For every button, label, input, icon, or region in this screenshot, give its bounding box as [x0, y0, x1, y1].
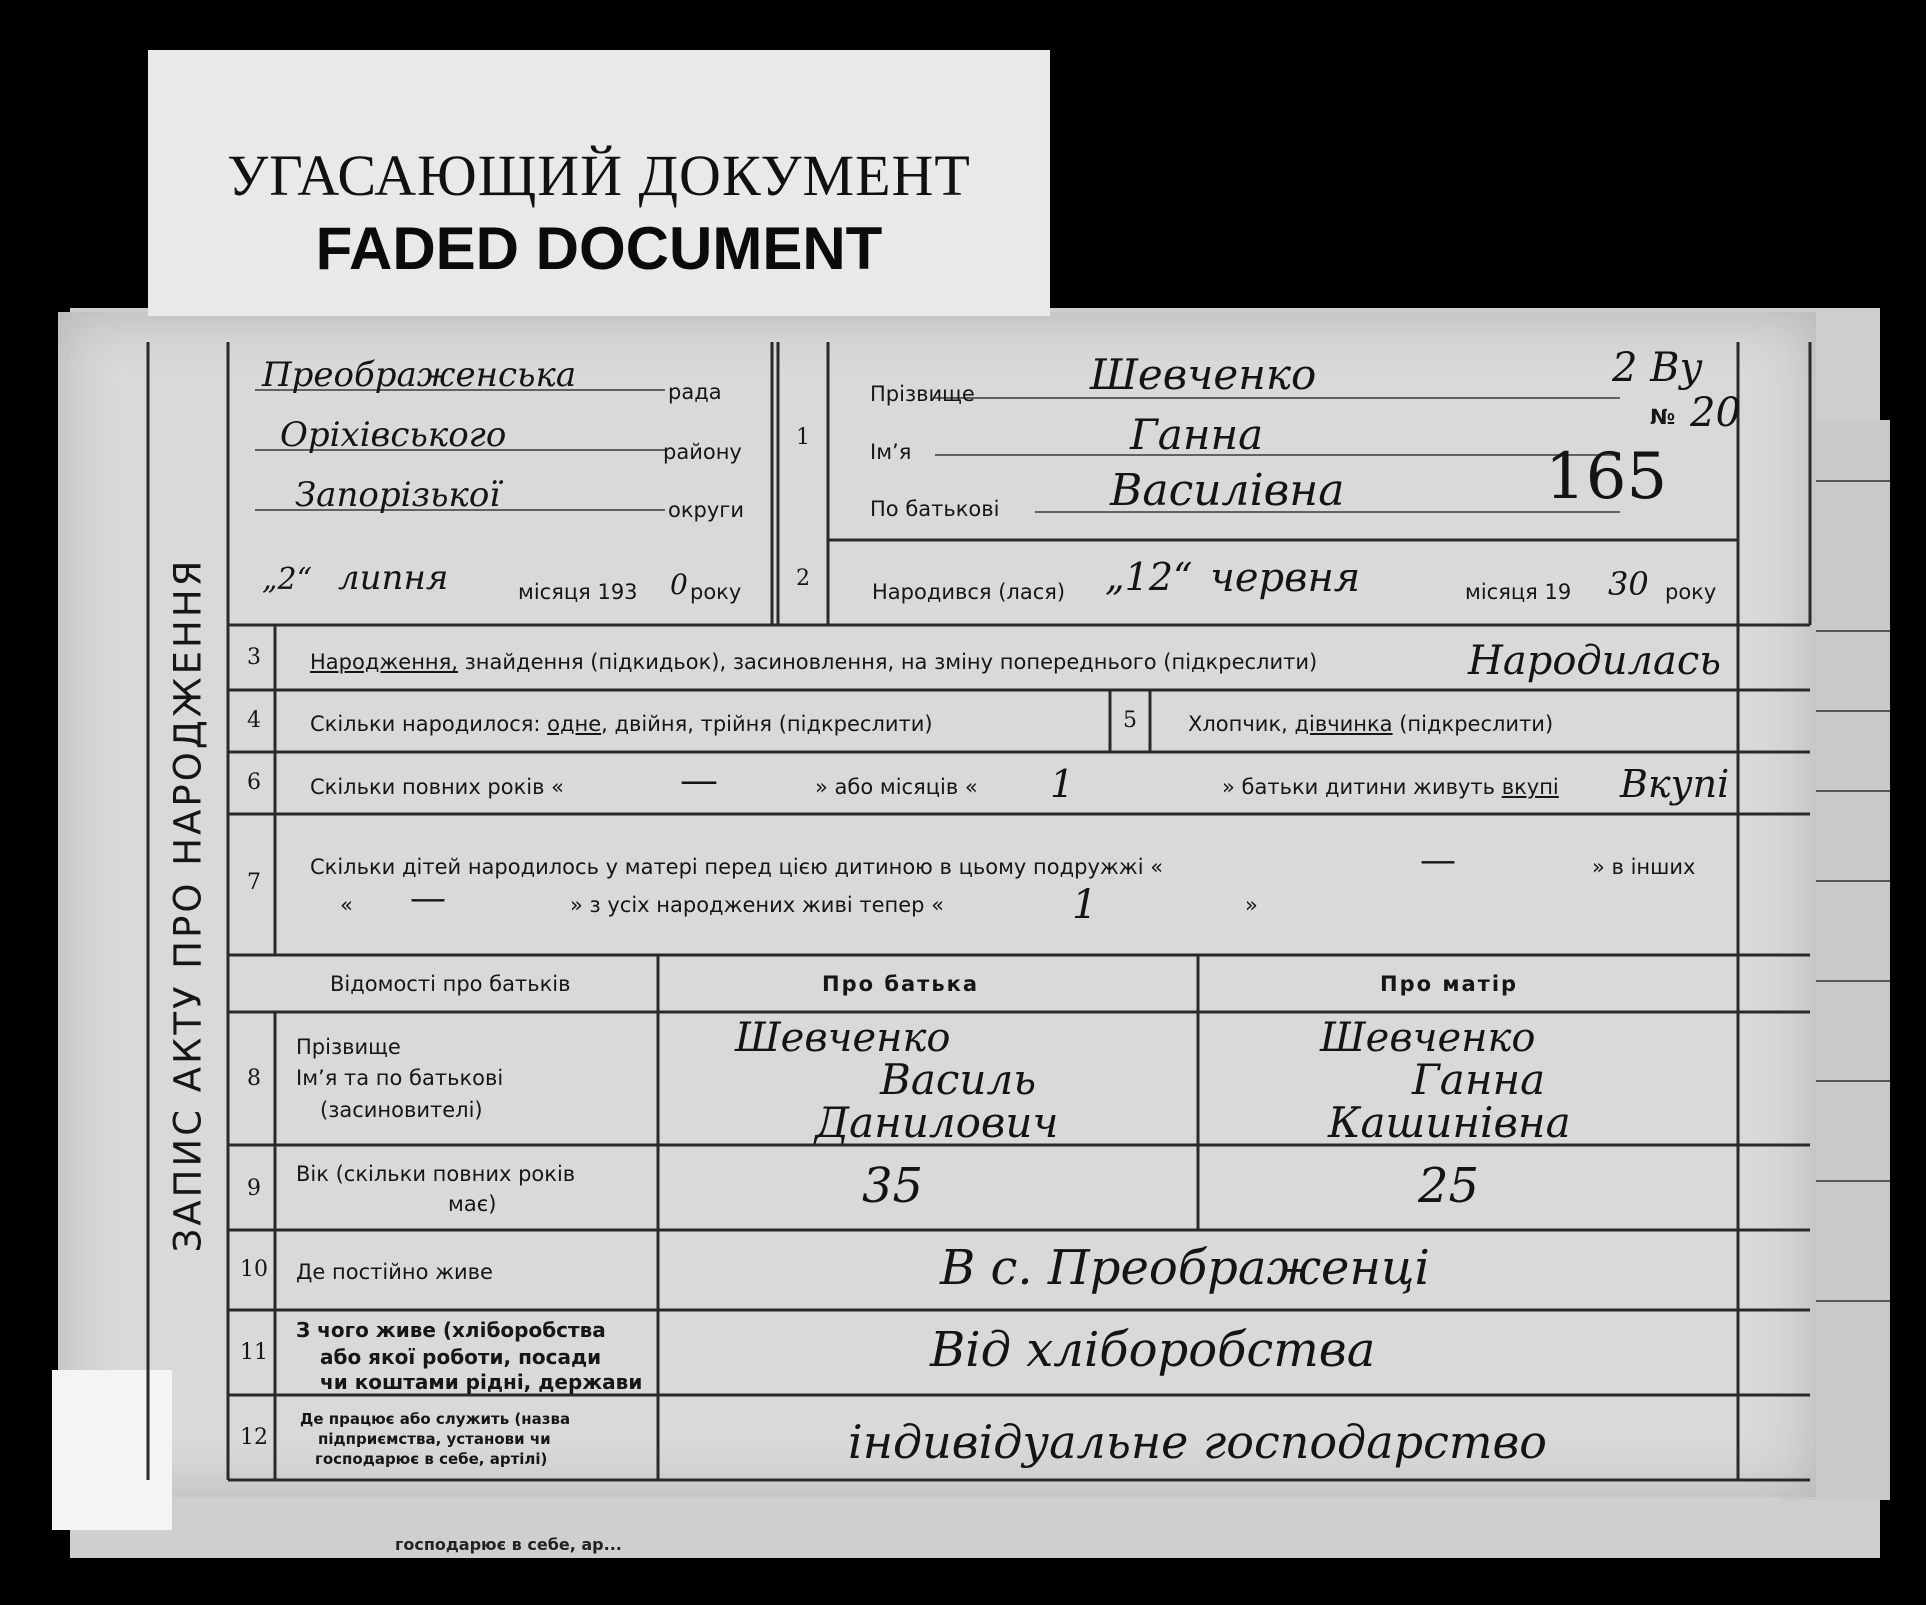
okruh-label: округи	[668, 498, 744, 522]
row-9-number: 9	[247, 1176, 261, 1201]
notice-en: FADED DOCUMENT	[315, 215, 883, 282]
sex-post: (підкреслити)	[1392, 712, 1554, 736]
births-count-label	[310, 712, 933, 736]
births-count-pre: Скільки народилося:	[310, 712, 548, 736]
peek-text: господарює в себе, ар...	[395, 1535, 622, 1554]
births-count-post: , двійня, трійня (підкреслити)	[601, 712, 933, 736]
side-title	[138, 340, 238, 1470]
workplace-label-1: Де працює або служить (назва	[300, 1410, 571, 1428]
livelihood-label-1: З чого живе (хліборобства	[296, 1318, 606, 1342]
row-8-number: 8	[247, 1066, 261, 1091]
workplace-label-2: підприємства, установи чи	[318, 1430, 551, 1448]
birth-type-underlined: Народження,	[310, 650, 458, 674]
row-1-number: 1	[796, 425, 810, 450]
mother-header: Про матір	[1380, 972, 1519, 996]
together-label	[1222, 775, 1559, 799]
surname-value: Шевченко	[1090, 350, 1317, 399]
parents-info-header: Відомості про батьків	[330, 972, 571, 996]
birth-type-label	[310, 650, 1317, 674]
okruh-value: Запорізької	[295, 475, 501, 515]
sex-label	[1188, 712, 1553, 736]
residence-value: В с. Преображенці	[940, 1240, 1430, 1296]
birth-type-value: Народилась	[1468, 638, 1722, 684]
row-5-number: 5	[1123, 708, 1137, 733]
sex-underlined: дівчинка	[1294, 712, 1393, 736]
record-date-end: року	[690, 580, 742, 604]
together-underlined: вкупі	[1501, 775, 1559, 799]
mother-patronymic: Кашинівна	[1328, 1098, 1571, 1147]
livelihood-value: Від хліборобства	[930, 1322, 1376, 1378]
children-line2-c: »	[1245, 893, 1258, 917]
sex-pre: Хлопчик,	[1188, 712, 1295, 736]
born-label: Народився (лася)	[872, 580, 1066, 604]
born-mid: місяця 19	[1465, 580, 1572, 604]
record-no-label: №	[1650, 405, 1676, 429]
residence-label: Де постійно живе	[296, 1260, 493, 1284]
workplace-label-3: господарює в себе, артілі)	[315, 1450, 548, 1468]
patronymic-label: По батькові	[870, 497, 1000, 521]
father-surname: Шевченко	[735, 1015, 951, 1061]
raion-label: району	[663, 440, 742, 464]
row-10-number: 10	[240, 1257, 268, 1282]
surname-label: Прізвище	[870, 382, 975, 406]
code-mark: 165	[1545, 440, 1668, 514]
age-label-2: має)	[448, 1192, 497, 1216]
row-8-label-3: (засиновителі)	[320, 1098, 483, 1122]
row-11-number: 11	[240, 1340, 268, 1365]
record-date-month: липня	[338, 558, 449, 598]
record-date-day: „2“	[262, 562, 312, 597]
workplace-value: індивідуальне господарство	[848, 1415, 1547, 1469]
mother-name: Ганна	[1412, 1055, 1546, 1104]
mother-surname: Шевченко	[1320, 1015, 1536, 1061]
born-year: 30	[1608, 565, 1649, 603]
record-top-mark: 2 Ву	[1612, 345, 1703, 391]
record-date-year: 0	[670, 568, 688, 601]
children-v2: —	[410, 878, 446, 919]
name-label: Ім’я	[870, 440, 912, 464]
notice-ru: УГАСАЮЩИЙ ДОКУМЕНТ	[227, 143, 971, 208]
record-date-mid: місяця 193	[518, 580, 638, 604]
rada-label: рада	[668, 380, 722, 404]
side-title-text: ЗАПИС АКТУ ПРО НАРОДЖЕННЯ	[166, 557, 210, 1253]
born-end: року	[1665, 580, 1717, 604]
rada-value: Преображенська	[262, 355, 577, 395]
age-label-1: Вік (скільки повних років	[296, 1162, 576, 1186]
mother-age: 25	[1418, 1158, 1480, 1214]
together-pre: » батьки дитини живуть	[1222, 775, 1502, 799]
father-header: Про батька	[822, 972, 980, 996]
births-count-underlined: одне	[547, 712, 602, 736]
record-no-value: 20	[1690, 390, 1741, 436]
livelihood-label-3: чи коштами рідні, держави	[320, 1370, 643, 1394]
row-3-number: 3	[247, 645, 261, 670]
father-name: Василь	[880, 1055, 1037, 1104]
livelihood-label-2: або якої роботи, посади	[320, 1345, 602, 1369]
children-v1: —	[1420, 840, 1456, 881]
children-line1: Скільки дітей народилось у матері перед цією дитиною в цьому подружжі «	[310, 855, 1164, 879]
patronymic-value: Василівна	[1110, 465, 1345, 516]
row-8-label-1: Прізвище	[296, 1035, 401, 1059]
months-value: 1	[1050, 762, 1075, 806]
name-value: Ганна	[1130, 410, 1264, 459]
born-month: червня	[1210, 555, 1361, 601]
row-6-number: 6	[247, 770, 261, 795]
children-v3: 1	[1072, 882, 1098, 928]
born-day: „12“	[1105, 555, 1193, 599]
birth-type-rest: знайдення (підкидьок), засиновлення, на зміну попереднього (підкреслити)	[457, 650, 1318, 674]
children-line2-a: «	[340, 893, 353, 917]
raion-value: Оріхівського	[280, 415, 507, 455]
months-label: » або місяців «	[815, 775, 978, 799]
father-age: 35	[862, 1158, 924, 1214]
row-8-label-2: Ім’я та по батькові	[296, 1066, 504, 1090]
father-patronymic: Данилович	[815, 1098, 1059, 1147]
together-value: Вкупі	[1620, 762, 1730, 806]
years-value: —	[680, 758, 718, 802]
row-7-number: 7	[247, 870, 261, 895]
row-4-number: 4	[247, 708, 261, 733]
children-line1-end: » в інших	[1592, 855, 1696, 879]
row-2-number: 2	[796, 566, 810, 591]
years-label: Скільки повних років «	[310, 775, 565, 799]
row-12-number: 12	[240, 1425, 268, 1450]
children-line2-b: » з усіх народжених живі тепер «	[570, 893, 945, 917]
